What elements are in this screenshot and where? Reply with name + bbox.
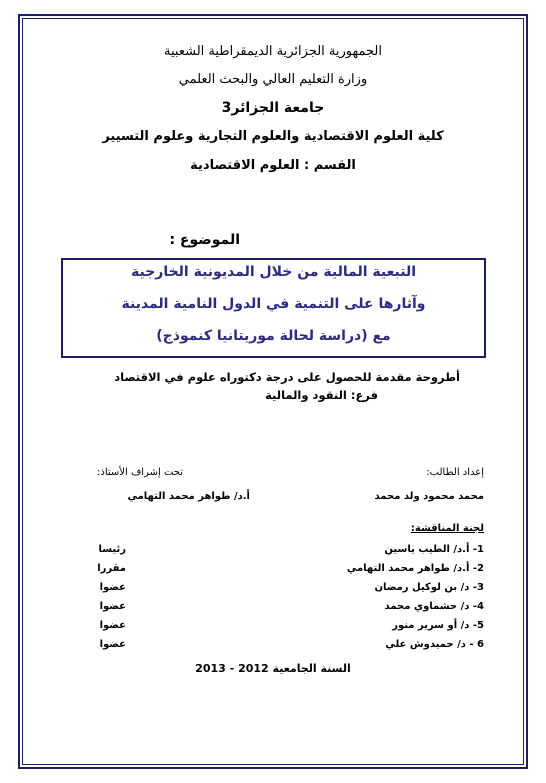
subject-label: الموضوع :	[169, 232, 240, 248]
supervisor-name: أ.د/ طواهر محمد التهامي	[127, 491, 250, 502]
jury-member-role: عضوا	[99, 639, 126, 650]
jury-member-name: 1- أ.د/ الطيب ياسين	[384, 544, 484, 555]
thesis-branch: فرع: النقود والمالية	[265, 388, 378, 402]
department-name: القسم : العلوم الاقتصادية	[190, 158, 356, 173]
jury-label: لجنة المناقشة:	[410, 523, 484, 534]
title-line-1: التبعية المالية من خلال المديونية الخارجية	[130, 264, 417, 280]
title-line-2: وآثارها على التنمية في الدول النامية المدينة	[121, 296, 426, 312]
jury-member-name: 6 - د/ حميدوش علي	[385, 639, 484, 650]
jury-member-name: 2- أ.د/ طواهر محمد التهامي	[346, 563, 484, 574]
title-line-3: مع (دراسة لحالة موريتانيا كنموذج)	[156, 328, 391, 344]
jury-member-name: 3- د/ بن لوكيل رمضان	[374, 582, 484, 593]
jury-member-role: عضوا	[99, 601, 126, 612]
academic-year: السنة الجامعية 2012 - 2013	[195, 662, 351, 675]
faculty-name: كلية العلوم الاقتصادية والعلوم التجارية وعلوم التسيير	[102, 129, 444, 144]
jury-member-name: 4- د/ حشماوي محمد	[384, 601, 484, 612]
jury-member-name: 5- د/ أو سرير منور	[392, 620, 484, 631]
jury-member-role: عضوا	[99, 582, 126, 593]
republic-name: الجمهورية الجزائرية الديمقراطية الشعبية	[164, 44, 382, 59]
thesis-description: أطروحة مقدمة للحصول على درجة دكتوراه علوم في الاقتصاد	[114, 370, 460, 384]
supervision-label: تحت إشراف الأستاذ:	[97, 467, 183, 478]
jury-member-role: رئيسا	[98, 544, 126, 555]
university-name: جامعة الجزائر3	[221, 100, 325, 116]
ministry-name: وزارة التعليم العالي والبحث العلمي	[178, 72, 368, 87]
jury-member-role: عضوا	[99, 620, 126, 631]
student-name: محمد محمود ولد محمد	[374, 491, 484, 502]
prepared-by-label: إعداد الطالب:	[426, 467, 484, 478]
jury-member-role: مقررا	[97, 563, 126, 574]
